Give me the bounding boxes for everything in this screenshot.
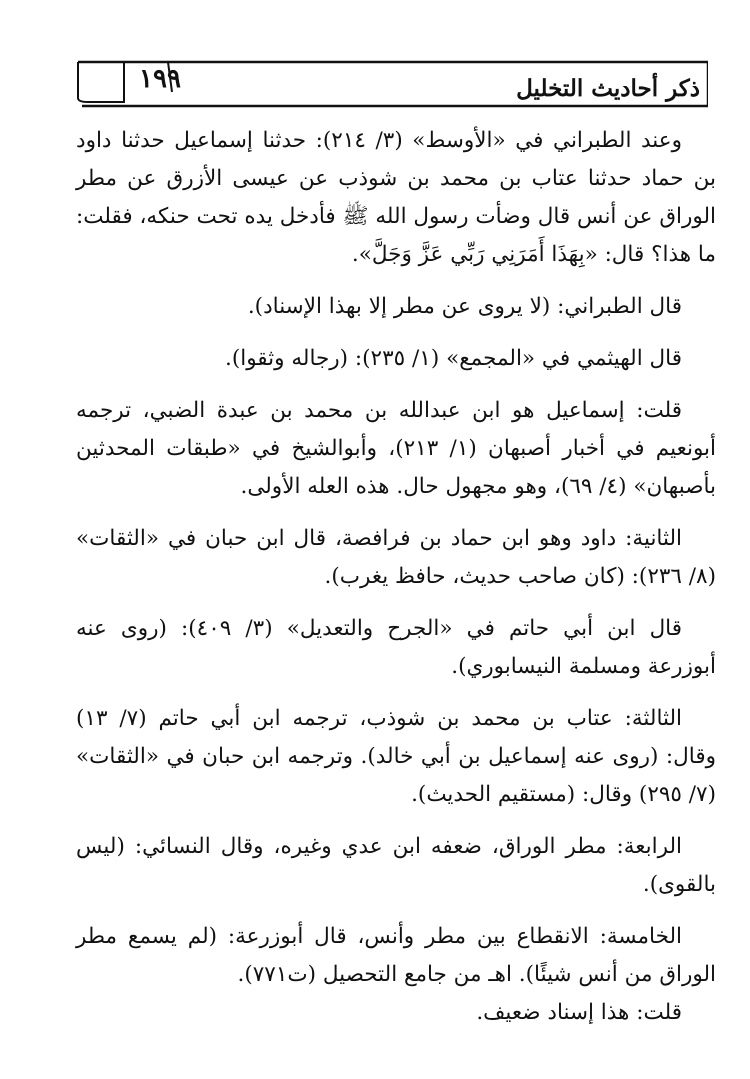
page-header [72,58,708,110]
paragraph-fifth-defect: الخامسة: الانقطاع بين مطر وأنس، قال أبوزرعة: (لم يسمع مطر الوراق من أنس شيئًا). اهـ من جامع التحصيل (ت٧٧١). [76,924,716,987]
main-text [76,122,716,1032]
paragraph-conclusion: قلت: هذا إسناد ضعيف. [476,1000,682,1025]
paragraph-third-defect: الثالثة: عتاب بن محمد بن شوذب، ترجمه ابن أبي حاتم (٧/ ١٣) وقال: (روى عنه إسماعيل بن أبي خالد). وترجمه ابن حبان في «الثقات» (٧/ ٢٩٥) وقال: (مستقيم الحديث). [76,706,716,807]
paragraph-first-defect: قلت: إسماعيل هو ابن عبدالله بن محمد بن عبدة الضبي، ترجمه أبونعيم في أخبار أصبهان (١/ ٢١٣)، وأبوالشيخ في «طبقات المحدثين بأصبهان» (٤/ ٦٩)، وهو مجهول حال. هذه العله الأولى. [76,398,717,499]
paragraph-tabarani-comment: قال الطبراني: (لا يروى عن مطر إلا بهذا الإسناد). [247,294,682,319]
paragraph-second-defect: الثانية: داود وهو ابن حماد بن فرافصة، قال ابن حبان في «الثقات» (٨/ ٢٣٦): (كان صاحب حديث، حافظ يغرب). [76,526,716,589]
paragraph-fourth-defect: الرابعة: مطر الوراق، ضعفه ابن عدي وغيره، وقال النسائي: (ليس بالقوى). [76,834,716,897]
running-title: ذكر أحاديث التخليل [516,75,700,102]
paragraph-ibn-abi-hatim: قال ابن أبي حاتم في «الجرح والتعديل» (٣/ ٤٠٩): (روى عنه أبوزرعة ومسلمة النيسابوري). [76,616,716,679]
paragraph-haythami: قال الهيثمي في «المجمع» (١/ ٢٣٥): (رجاله وثقوا). [225,346,682,371]
page-number: ١٩٩ [139,64,181,94]
paragraph-tabarani-isnad: وعند الطبراني في «الأوسط» (٣/ ٢١٤): حدثنا إسماعيل حدثنا داود بن حماد حدثنا عتاب بن محمد بن شوذب عن عيسى الأزرق عن مطر الوراق عن أنس قال وضأت رسول الله ﷺ فأدخل يده تحت حنكه، فقلت: ما هذا؟ قال: «بِهَذَا أَمَرَنِي رَبِّي عَزَّ وَجَلَّ». [76,128,716,267]
